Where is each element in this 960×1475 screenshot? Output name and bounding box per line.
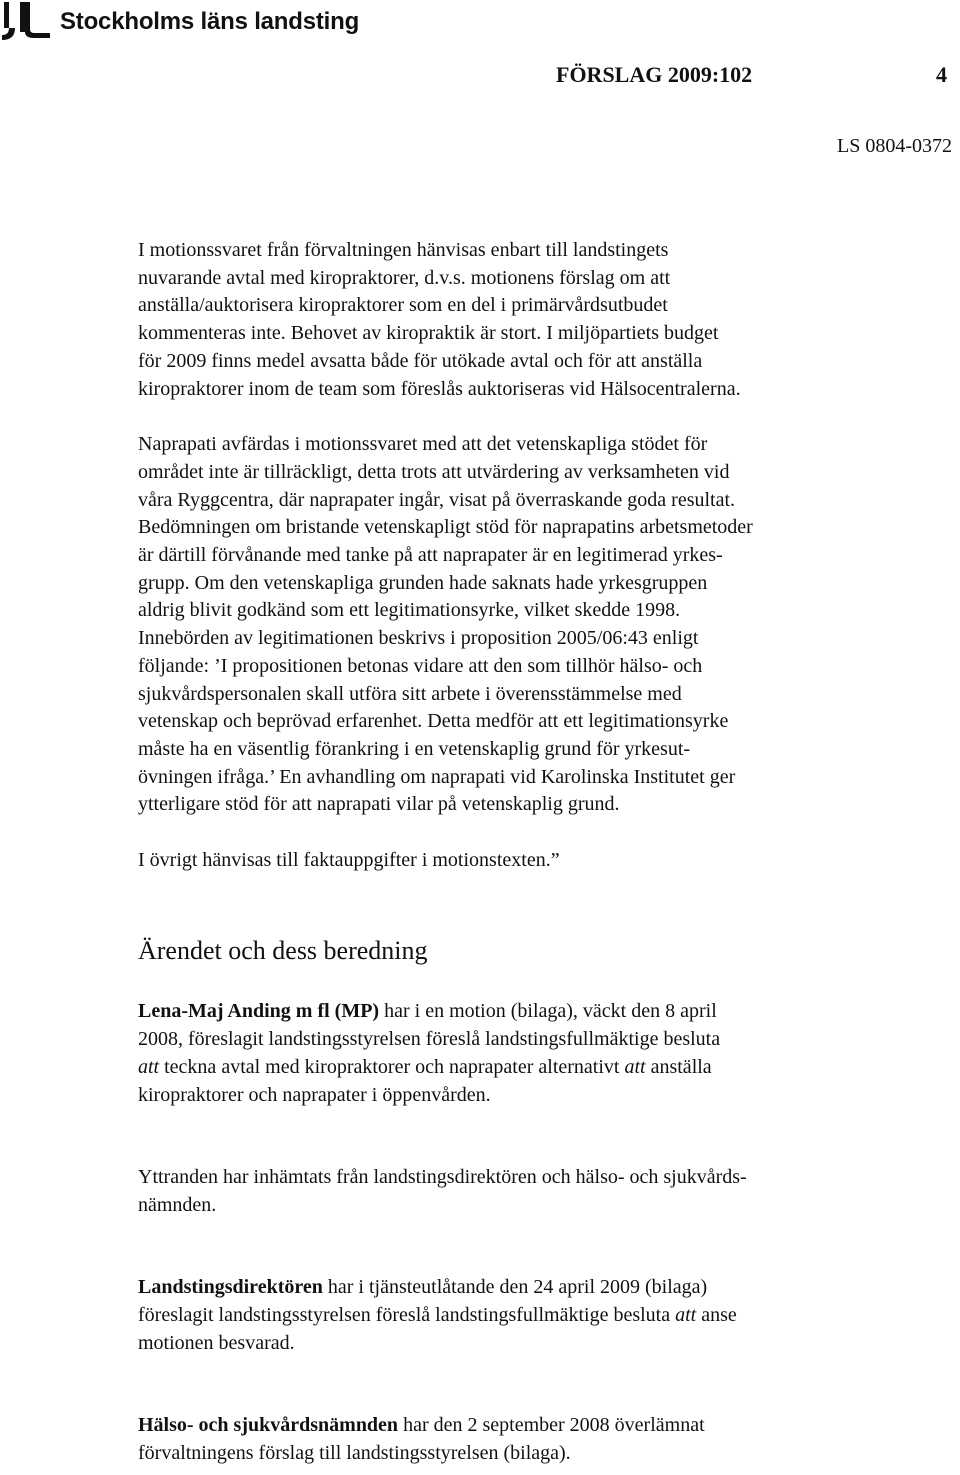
text-line: nämnden.	[138, 1194, 217, 1216]
text-line: vetenskap och beprövad erfarenhet. Detta medför att ett legitimationsyrke	[138, 710, 729, 733]
text-line: måste ha en väsentlig förankring i en vetenskaplig grund för yrkesut-	[138, 737, 691, 760]
page-number: 4	[936, 62, 947, 87]
logo-wordmark: Stockholms läns landsting	[60, 8, 360, 35]
paragraph-reference-note	[138, 847, 883, 875]
sll-logo-icon	[2, 2, 52, 42]
att-italic: att	[675, 1304, 697, 1326]
text-line: följande: ’I propositionen betonas vidare att den som tillhör hälso- och	[138, 654, 703, 677]
section-heading: Ärendet och dess beredning	[138, 936, 428, 965]
text-line: Bedömningen om bristande vetenskapligt stöd för naprapatins arbetsmetoder	[138, 516, 753, 539]
text-span: anse	[696, 1304, 737, 1326]
text-line: I motionssvaret från förvaltningen hänvisas enbart till landstingets	[138, 239, 669, 261]
text-line	[138, 1301, 898, 1329]
paragraph-statements	[138, 1163, 898, 1219]
text-line: området inte är tillräckligt, detta trots att utvärdering av verksamheten vid	[138, 460, 730, 483]
text-line: Innebörden av legitimationen beskrivs i proposition 2005/06:43 enligt	[138, 627, 699, 650]
health-board: Hälso- och sjukvårdsnämnden	[138, 1414, 399, 1436]
text-line: övningen ifråga.’ En avhandling om naprapati vid Karolinska Institutet ger	[138, 765, 736, 788]
text-line: nuvarande avtal med kiropraktorer, d.v.s. motionens förslag om att	[138, 266, 671, 289]
text-line: förvaltningens förslag till landstingsstyrelsen (bilaga).	[138, 1442, 571, 1464]
text-line: för 2009 finns medel avsatta både för utökade avtal och för att anställa	[138, 349, 703, 372]
text-line: Naprapati avfärdas i motionssvaret med att det vetenskapliga stödet för	[138, 433, 708, 456]
text-span: teckna avtal med kiropraktorer och naprapater alternativt	[159, 1056, 625, 1078]
text-span: föreslagit landstingsstyrelsen föreslå landstingsfullmäktige besluta	[138, 1304, 676, 1326]
text-span: har i en motion (bilaga), väckt den 8 april	[379, 1000, 717, 1022]
text-span: anställa	[645, 1056, 712, 1078]
text-line	[138, 997, 898, 1025]
text-line: I övrigt hänvisas till faktauppgifter i motionstexten.”	[138, 849, 560, 872]
text-line: ytterligare stöd för att naprapati vilar på vetenskaplig grund.	[138, 793, 620, 816]
text-line	[138, 1053, 898, 1081]
reference-number: LS 0804-0372	[837, 135, 952, 157]
paragraph-motion	[138, 997, 898, 1109]
text-line: 2008, föreslagit landstingsstyrelsen föreslå landstingsfullmäktige besluta	[138, 1028, 721, 1050]
motion-author: Lena-Maj Anding m fl (MP)	[138, 1000, 380, 1022]
text-span: har i tjänsteutlåtande den 24 april 2009 (bilaga)	[322, 1276, 708, 1298]
text-line: grupp. Om den vetenskapliga grunden hade saknats hade yrkesgruppen	[138, 571, 708, 594]
county-director: Landstingsdirektören	[138, 1276, 323, 1298]
paragraph-health-board	[138, 1411, 898, 1467]
document-title: FÖRSLAG 2009:102	[556, 62, 753, 87]
paragraph-chiropractic	[138, 237, 883, 403]
text-span: har den 2 september 2008 överlämnat	[398, 1414, 705, 1436]
text-line: motionen besvarad.	[138, 1332, 295, 1354]
text-line: anställa/auktorisera kiropraktorer som en del i primärvårdsutbudet	[138, 294, 668, 317]
text-line: sjukvårdspersonalen skall utföra sitt arbete i överensstämmelse med	[138, 682, 682, 705]
text-line: kommenteras inte. Behovet av kiropraktik är stort. I miljöpartiets budget	[138, 322, 719, 345]
text-line: är därtill förvånande med tanke på att naprapater är en legitimerad yrkes-	[138, 544, 723, 567]
text-line	[138, 1273, 898, 1301]
text-line: aldrig blivit godkänd som ett legitimationsyrke, vilket skedde 1998.	[138, 599, 681, 622]
text-line: kiropraktorer inom de team som föreslås auktoriseras vid Hälsocentralerna.	[138, 377, 741, 400]
text-line: våra Ryggcentra, där naprapater ingår, visat på överraskande goda resultat.	[138, 488, 736, 511]
paragraph-naprapathy	[138, 431, 883, 819]
main-content	[138, 237, 883, 875]
att-italic: att	[624, 1056, 646, 1078]
sll-logo	[2, 2, 359, 42]
paragraph-county-director	[138, 1273, 898, 1357]
att-italic: att	[138, 1056, 160, 1078]
text-line: kiropraktorer och naprapater i öppenvården.	[138, 1084, 491, 1106]
text-line: Yttranden har inhämtats från landstingsdirektören och hälso- och sjukvårds-	[138, 1166, 747, 1188]
text-line	[138, 1411, 898, 1439]
section-content	[138, 997, 898, 1467]
